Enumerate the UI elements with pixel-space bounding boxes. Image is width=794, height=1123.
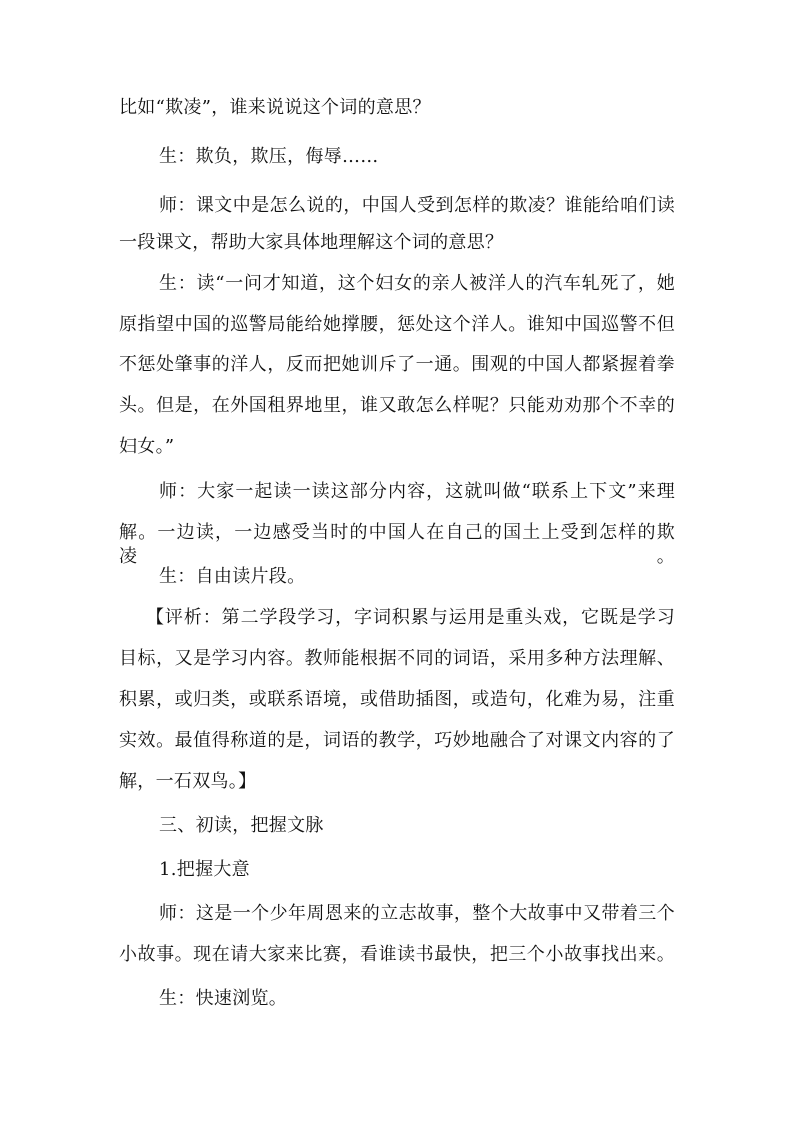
paragraph-line: 原指望中国的巡警局能给她撑腰，惩处这个洋人。谁知中国巡警不但	[119, 314, 675, 335]
paragraph-line: 师：这是一个少年周恩来的立志故事，整个大故事中又带着三个	[159, 903, 675, 924]
paragraph-line: 一段课文，帮助大家具体地理解这个词的意思？	[119, 232, 504, 253]
paragraph-line: 头。但是，在外国租界地里，谁又敢怎么样呢？只能劝劝那个不幸的	[119, 395, 675, 416]
commentary-line: 解，一石双鸟。】	[119, 771, 257, 792]
paragraph-line: 不惩处肇事的洋人，反而把她训斥了一通。围观的中国人都紧握着拳	[119, 354, 675, 375]
paragraph-line: 生：读“一问才知道，这个妇女的亲人被洋人的汽车轧死了，她	[159, 273, 675, 294]
paragraph-line: 生：欺负，欺压，侮辱……	[159, 146, 379, 167]
paragraph-line: 比如“欺凌”，谁来说说这个词的意思？	[119, 97, 431, 118]
commentary-line: 【评析：第二学段学习，字词积累与运用是重头戏，它既是学习	[146, 607, 675, 628]
paragraph-line: 生：快速浏览。	[159, 988, 288, 1009]
paragraph-line: 解。一边读，一边感受当时的中国人在自己的国土上受到怎样的欺凌。	[119, 522, 675, 567]
commentary-line: 积累，或归类，或联系语境，或借助插图，或造句，化难为易，注重	[119, 689, 675, 710]
commentary-line: 实效。最值得称道的是，词语的教学，巧妙地融合了对课文内容的了	[119, 730, 675, 751]
commentary-line: 目标，又是学习内容。教师能根据不同的词语，采用多种方法理解、	[119, 648, 675, 669]
paragraph-line: 师：大家一起读一读这部分内容，这就叫做“联系上下文”来理	[159, 481, 675, 502]
paragraph-line: 小故事。现在请大家来比赛，看谁读书最快，把三个小故事找出来。	[119, 944, 675, 965]
section-heading: 三、初读，把握文脉	[159, 815, 324, 836]
paragraph-line: 妇女。”	[119, 436, 175, 457]
paragraph-line: 师：课文中是怎么说的，中国人受到怎样的欺凌？谁能给咱们读	[159, 195, 675, 216]
paragraph-line: 生：自由读片段。	[159, 566, 306, 587]
subsection-heading: 1.把握大意	[159, 859, 250, 880]
